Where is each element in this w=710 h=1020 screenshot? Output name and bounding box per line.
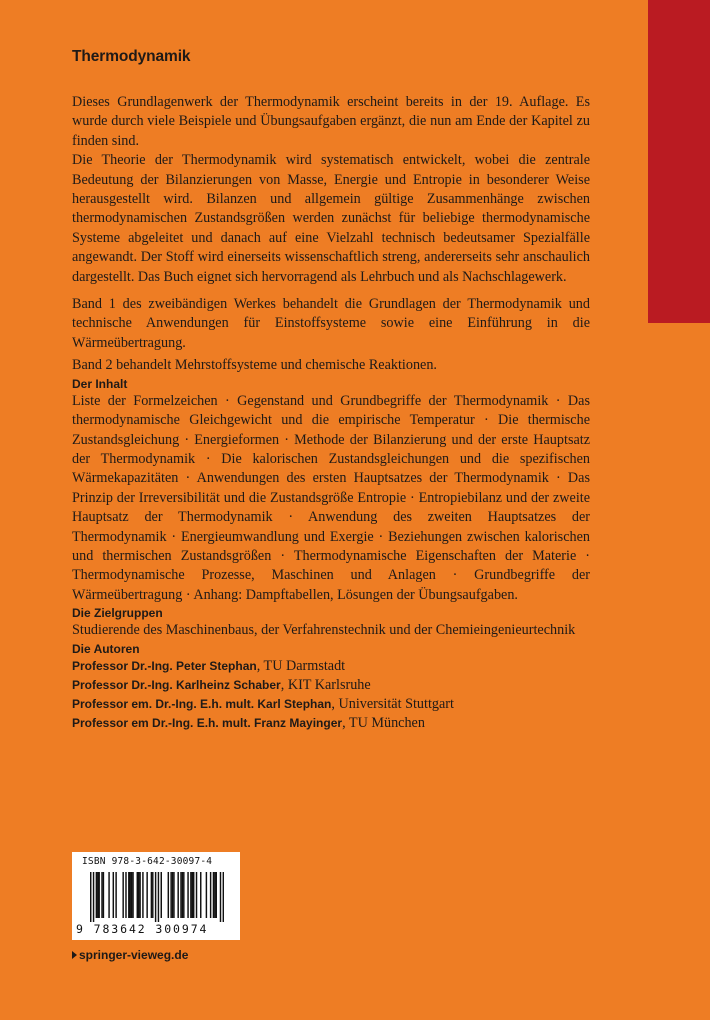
barcode-bar: [103, 872, 104, 918]
barcode-bar: [158, 872, 159, 922]
barcode-bar: [101, 872, 102, 918]
barcode-bar: [180, 872, 181, 918]
isbn-barcode-box: [72, 852, 240, 940]
barcode-bar: [122, 872, 123, 918]
barcode-bar: [193, 872, 194, 918]
barcode-bar: [182, 872, 183, 918]
author-name: Professor em Dr.-Ing. E.h. mult. Franz Mayinger: [72, 715, 343, 730]
barcode-bar: [90, 872, 91, 922]
barcode-bar: [131, 872, 132, 918]
author-name: Professor Dr.-Ing. Peter Stephan: [72, 658, 257, 673]
barcode-digits: 9 783642 300974: [76, 922, 209, 936]
barcode-bar: [177, 872, 178, 918]
barcode-bar: [129, 872, 130, 918]
barcode-bar: [172, 872, 173, 918]
barcode-bar: [115, 872, 116, 918]
barcode-bar: [196, 872, 197, 918]
barcode-bar: [223, 872, 224, 922]
publisher-website-text: springer-vieweg.de: [79, 948, 189, 962]
barcode-bar: [190, 872, 191, 918]
author-line: [72, 695, 590, 714]
arrow-right-icon: [72, 951, 77, 959]
target-groups-heading: Die Zielgruppen: [72, 606, 163, 621]
barcode-bar: [98, 872, 99, 918]
barcode-bar: [187, 872, 188, 918]
barcode-bar: [137, 872, 138, 918]
author-affiliation: , TU München: [342, 714, 425, 731]
publisher-website-link[interactable]: [72, 948, 188, 962]
author-name: Professor Dr.-Ing. Karlheinz Schaber: [72, 677, 281, 692]
author-line: [72, 657, 590, 676]
barcode-bar: [214, 872, 215, 918]
barcode-bar: [142, 872, 143, 918]
barcode-bar: [132, 872, 133, 918]
barcode-bar: [170, 872, 171, 918]
author-affiliation: , Universität Stuttgart: [331, 695, 454, 712]
barcode-bar: [200, 872, 201, 918]
authors-list: [72, 657, 590, 733]
barcode-bar: [192, 872, 193, 918]
barcode-bar: [96, 872, 97, 918]
red-accent-band: [648, 0, 710, 323]
barcode-bars: [90, 872, 224, 922]
isbn-label: ISBN 978-3-642-30097-4: [82, 856, 213, 867]
back-cover-content: [72, 48, 590, 733]
barcode-bar: [168, 872, 169, 918]
barcode-bar: [183, 872, 184, 918]
barcode-bar: [128, 872, 129, 918]
barcode-bar: [216, 872, 217, 918]
barcode-bar: [146, 872, 147, 918]
authors-heading: Die Autoren: [72, 641, 140, 656]
barcode-bar: [108, 872, 109, 918]
barcode-bar: [220, 872, 221, 922]
intro-paragraph-4: Band 2 behandelt Mehrstoffsysteme und chemische Reaktionen.: [72, 357, 437, 374]
intro-paragraph-1: Dieses Grundlagenwerk der Thermodynamik erscheint bereits in der 19. Auflage. Es wurde durch viele Beispiele und Übungsaufgaben ergänzt, die nun am Ende der Kapitel zu finden sind.: [72, 94, 590, 149]
target-groups-text: Studierende des Maschinenbaus, der Verfahrenstechnik und der Chemieingenieurtechnik: [72, 622, 576, 639]
barcode-bar: [161, 872, 162, 918]
intro-paragraph-3: Band 1 des zweibändigen Werkes behandelt die Grundlagen der Thermodynamik und technische Anwendungen für Einstoffsysteme sowie eine Einführung in die Wärmeübertragung.: [72, 296, 590, 351]
barcode-bar: [152, 872, 153, 918]
barcode-bar: [155, 872, 156, 922]
contents-heading: Der Inhalt: [72, 376, 128, 391]
barcode-bar: [97, 872, 98, 918]
author-affiliation: , TU Darmstadt: [256, 657, 346, 674]
intro-paragraph-2: Die Theorie der Thermodynamik wird systematisch entwickelt, wobei die zentrale Bedeutung der Bilanzierungen von Masse, Energie und Entropie in besonderer Weise herausgestellt wird. Bilanzen und allgemein gültige Zusammenhänge zwischen thermodynamischen Zustandsgrößen werden zunächst für beliebige thermodynamische Systeme abgeleitet und danach auf eine Vielzahl technisch bedeutsamer Spezialfälle angewandt. Der Stoff wird einerseits wissenschaftlich streng, andererseits sehr anschaulich dargestellt. Das Buch eignet sich hervorragend als Lehrbuch und als Nachschlagewerk.: [72, 152, 590, 285]
author-line: [72, 676, 590, 695]
author-name: Professor em. Dr.-Ing. E.h. mult. Karl Stephan: [72, 696, 332, 711]
barcode-bar: [151, 872, 152, 918]
author-affiliation: , KIT Karlsruhe: [280, 676, 371, 693]
barcode-bar: [113, 872, 114, 918]
barcode-bar: [125, 872, 126, 918]
barcode-bar: [139, 872, 140, 918]
barcode-bar: [210, 872, 211, 918]
barcode-bar: [173, 872, 174, 918]
barcode-bar: [93, 872, 94, 922]
barcode-bar: [213, 872, 214, 918]
barcode-bar: [206, 872, 207, 918]
author-line: [72, 714, 590, 733]
barcode-bar: [138, 872, 139, 918]
book-title: Thermodynamik: [72, 48, 191, 65]
contents-text: Liste der Formelzeichen · Gegenstand und Grundbegriffe der Thermodynamik · Das thermodynamische Gleichgewicht und die empirische Temperatur · Die thermische Zustandsgleichung · Energieformen · Methode der Bilanzierung und der erste Hauptsatz der Thermodynamik · Die kalorischen Zustandsgleichungen und die spezifischen Wärmekapazitäten · Anwendungen des ersten Hauptsatzes der Thermodynamik · Das Prinzip der Irreversibilität und die Zustandsgröße Entropie · Entropiebilanz und der zweite Hauptsatz der Thermodynamik · Anwendung des zweiten Hauptsatzes der Thermodynamik · Energieumwandlung und Exergie · Beziehungen zwischen kalorischen und thermischen Zustandsgrößen · Thermodynamische Eigenschaften der Materie · Thermodynamische Prozesse, Maschinen und Anlagen · Grundbegriffe der Wärmeübertragung · Anhang: Dampftabellen, Lösungen der Übungsaufgaben.: [72, 392, 590, 603]
